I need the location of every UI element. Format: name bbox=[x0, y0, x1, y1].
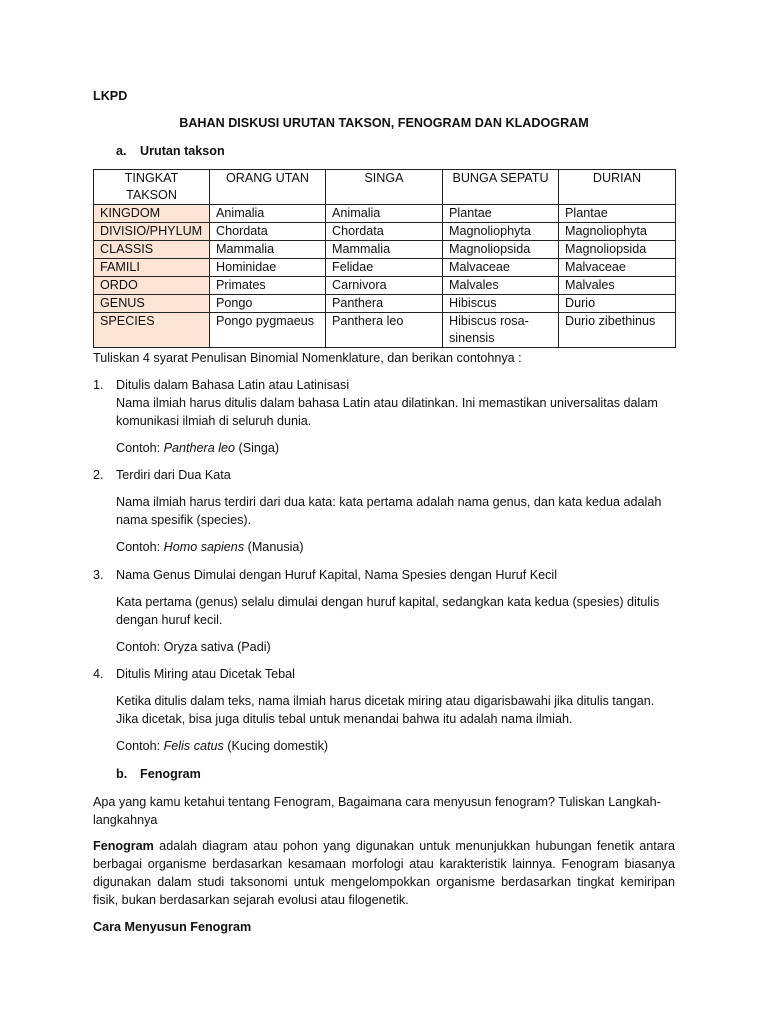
cara-heading: Cara Menyusun Fenogram bbox=[93, 920, 252, 934]
table-cell: Pongo pygmaeus bbox=[210, 313, 326, 348]
table-row bbox=[94, 241, 676, 259]
table-cell: Durio zibethinus bbox=[559, 313, 676, 348]
table-header: ORANG UTAN bbox=[210, 170, 326, 205]
rule-number: 3. bbox=[93, 568, 104, 582]
table-header-row bbox=[94, 170, 676, 205]
table-cell: Hibiscus rosa-sinensis bbox=[443, 313, 559, 348]
rule-description: Nama ilmiah harus terdiri dari dua kata: kata pertama adalah nama genus, dan kata kedua adalah nama spesifik (species). bbox=[116, 495, 662, 527]
table-row bbox=[94, 205, 676, 223]
example-name: Oryza sativa (Padi) bbox=[163, 640, 271, 654]
fenogram-text: adalah diagram atau pohon yang digunakan untuk menunjukkan hubungan fenetik antara berbagai organisme berdasarkan kesamaan morfologi atau karakteristik lainnya. Fenogram biasanya digunakan dalam studi taksonomi untuk mengelompokkan organisme berdasarkan tingkat kemiripan fisik, bukan berdasarkan sejarah evolusi atau filogenetik. bbox=[93, 839, 675, 907]
table-cell: Pongo bbox=[210, 295, 326, 313]
page-title: BAHAN DISKUSI URUTAN TAKSON, FENOGRAM DAN KLADOGRAM bbox=[179, 116, 589, 130]
table-cell: Malvaceae bbox=[559, 259, 676, 277]
section-b-mark: b. bbox=[116, 767, 128, 781]
table-cell-rank: FAMILI bbox=[94, 259, 210, 277]
table-cell: Durio bbox=[559, 295, 676, 313]
taxon-table bbox=[93, 169, 676, 348]
table-cell-rank: ORDO bbox=[94, 277, 210, 295]
question-binomial: Tuliskan 4 syarat Penulisan Binomial Nomenklature, dan berikan contohnya : bbox=[93, 351, 522, 365]
rule-description: Nama ilmiah harus ditulis dalam bahasa Latin atau dilatinkan. Ini memastikan universalitas dalam komunikasi ilmiah di seluruh dunia. bbox=[116, 396, 658, 428]
rule-description: Kata pertama (genus) selalu dimulai dengan huruf kapital, sedangkan kata kedua (spesies) ditulis dengan huruf kecil. bbox=[116, 595, 660, 627]
table-cell: Malvales bbox=[443, 277, 559, 295]
table-header: SINGA bbox=[326, 170, 443, 205]
section-b-label: Fenogram bbox=[140, 767, 201, 781]
rule-example bbox=[116, 737, 675, 755]
fenogram-definition bbox=[93, 837, 675, 909]
table-cell-rank: CLASSIS bbox=[94, 241, 210, 259]
table-cell: Plantae bbox=[443, 205, 559, 223]
section-a-heading bbox=[116, 142, 225, 160]
section-b-heading bbox=[116, 765, 201, 783]
example-name: Felis catus bbox=[163, 739, 224, 753]
rule-example bbox=[116, 638, 675, 656]
example-name: Homo sapiens bbox=[163, 540, 245, 554]
table-cell-rank: DIVISIO/PHYLUM bbox=[94, 223, 210, 241]
table-cell-rank: KINGDOM bbox=[94, 205, 210, 223]
rule-example bbox=[116, 439, 675, 457]
table-cell: Magnoliopsida bbox=[559, 241, 676, 259]
rule-number: 4. bbox=[93, 667, 104, 681]
table-cell: Chordata bbox=[326, 223, 443, 241]
rule-title: Nama Genus Dimulai dengan Huruf Kapital, Nama Spesies dengan Huruf Kecil bbox=[116, 568, 558, 582]
table-cell: Plantae bbox=[559, 205, 676, 223]
fenogram-term: Fenogram bbox=[93, 839, 154, 853]
section-a-label: Urutan takson bbox=[140, 144, 225, 158]
table-cell: Animalia bbox=[210, 205, 326, 223]
question-fenogram: Apa yang kamu ketahui tentang Fenogram, Bagaimana cara menyusun fenogram? Tuliskan Langkah-langkahnya bbox=[93, 795, 661, 827]
example-prefix: Contoh: bbox=[116, 441, 164, 455]
table-row bbox=[94, 313, 676, 348]
table-cell: Malvaceae bbox=[443, 259, 559, 277]
table-row bbox=[94, 277, 676, 295]
table-cell: Magnoliophyta bbox=[443, 223, 559, 241]
section-a-mark: a. bbox=[116, 144, 127, 158]
table-header: TINGKAT TAKSON bbox=[94, 170, 210, 205]
example-prefix: Contoh: bbox=[116, 739, 164, 753]
rule-title: Ditulis Miring atau Dicetak Tebal bbox=[116, 667, 295, 681]
table-cell: Chordata bbox=[210, 223, 326, 241]
doc-label: LKPD bbox=[93, 89, 128, 103]
table-cell: Primates bbox=[210, 277, 326, 295]
example-name: Panthera leo bbox=[163, 441, 236, 455]
table-cell: Mammalia bbox=[210, 241, 326, 259]
rule-title: Terdiri dari Dua Kata bbox=[116, 468, 231, 482]
rule-number: 1. bbox=[93, 378, 104, 392]
example-prefix: Contoh: bbox=[116, 640, 164, 654]
rule-description: Ketika ditulis dalam teks, nama ilmiah harus dicetak miring atau digarisbawahi jika ditulis tangan. Jika dicetak, bisa juga ditulis tebal untuk menandai bahwa itu adalah nama ilmiah. bbox=[116, 694, 655, 726]
table-cell: Magnoliophyta bbox=[559, 223, 676, 241]
table-cell: Panthera leo bbox=[326, 313, 443, 348]
example-suffix: (Kucing domestik) bbox=[223, 739, 329, 753]
table-cell-rank: SPECIES bbox=[94, 313, 210, 348]
rule-example bbox=[116, 538, 675, 556]
table-cell: Hominidae bbox=[210, 259, 326, 277]
table-cell: Magnoliopsida bbox=[443, 241, 559, 259]
table-row bbox=[94, 223, 676, 241]
example-suffix: (Manusia) bbox=[244, 540, 304, 554]
table-cell: Carnivora bbox=[326, 277, 443, 295]
table-cell: Felidae bbox=[326, 259, 443, 277]
table-cell-rank: GENUS bbox=[94, 295, 210, 313]
example-suffix: (Singa) bbox=[235, 441, 280, 455]
table-cell: Animalia bbox=[326, 205, 443, 223]
rule-title: Ditulis dalam Bahasa Latin atau Latinisasi bbox=[116, 378, 350, 392]
table-row bbox=[94, 295, 676, 313]
table-row bbox=[94, 259, 676, 277]
table-cell: Malvales bbox=[559, 277, 676, 295]
table-cell: Hibiscus bbox=[443, 295, 559, 313]
table-cell: Panthera bbox=[326, 295, 443, 313]
rule-number: 2. bbox=[93, 468, 104, 482]
table-header: BUNGA SEPATU bbox=[443, 170, 559, 205]
example-prefix: Contoh: bbox=[116, 540, 164, 554]
table-cell: Mammalia bbox=[326, 241, 443, 259]
table-header: DURIAN bbox=[559, 170, 676, 205]
